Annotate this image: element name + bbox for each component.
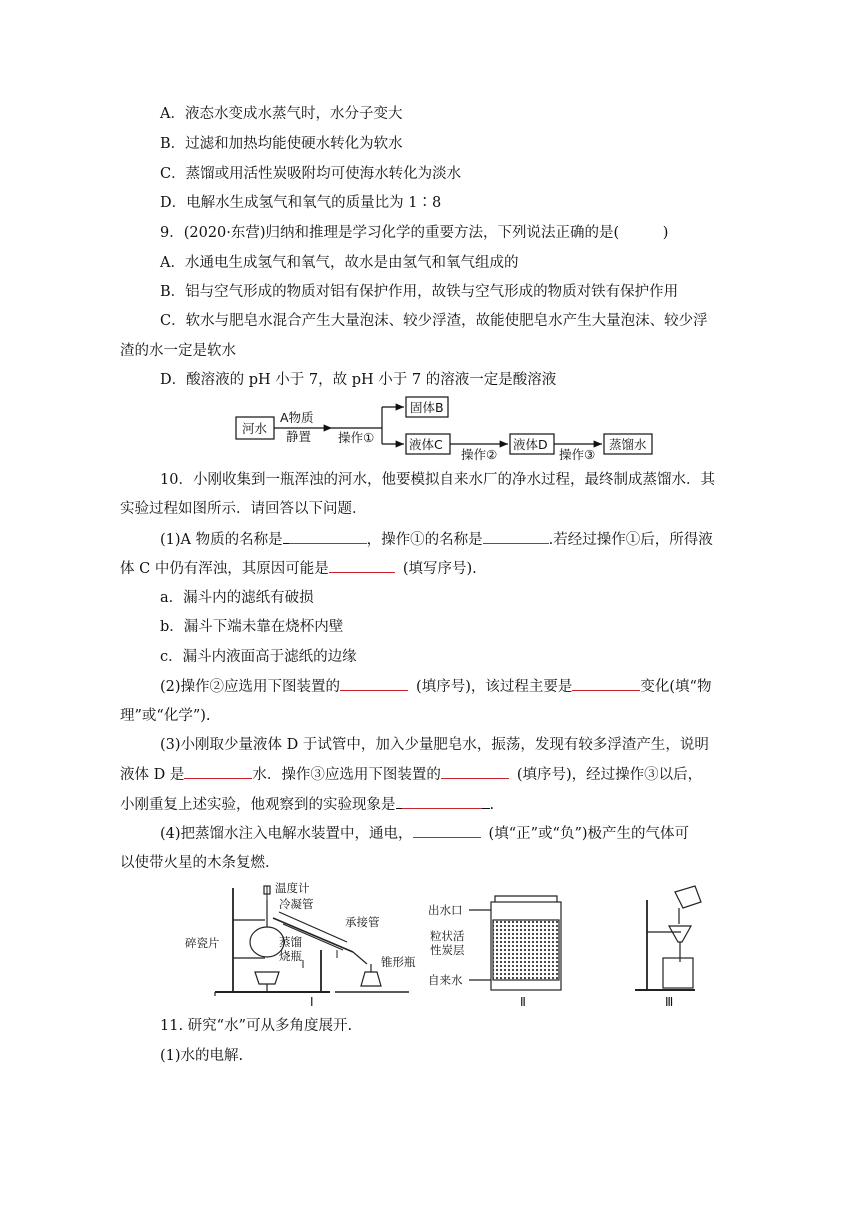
- flow-solid-b: 固体B: [410, 400, 444, 415]
- q10-part3-text-f: .: [489, 797, 495, 813]
- q10-part2-text-b: (填序号)，该过程主要是: [416, 679, 573, 695]
- q10-part1-text-b: ，操作①的名称是: [366, 532, 483, 548]
- flow-a-substance: A物质: [280, 410, 314, 425]
- filtration-apparatus: [635, 886, 701, 990]
- flow-distilled: 蒸馏水: [609, 437, 647, 452]
- q8-option-d: D．电解水生成氢气和氧气的质量比为 1∶8: [160, 195, 442, 211]
- q10-part2-line1: [160, 676, 711, 697]
- q10-option-a: a．漏斗内的滤纸有破损: [160, 590, 314, 606]
- q10-part3-text-e: 小刚重复上述实验，他观察到的实验现象是: [120, 797, 396, 813]
- answer-blank-change-type[interactable]: [572, 676, 640, 691]
- q10-option-c: c．漏斗内液面高于滤纸的边缘: [160, 649, 357, 665]
- q10-part1-line2: [120, 558, 477, 579]
- label-carbon-layer-2: 性炭层: [430, 943, 465, 957]
- label-carbon-layer-1: 粒状活: [430, 929, 465, 943]
- flow-op1: 操作①: [338, 430, 375, 445]
- q10-part3-line1: (3)小刚取少量液体 D 于试管中，加入少量肥皂水，振荡，发现有较多浮渣产生，说明: [160, 737, 709, 753]
- process-flow-diagram: [220, 392, 670, 462]
- q10-intro-line2: 实验过程如图所示．请回答以下问题．: [120, 501, 367, 517]
- label-tap-water: 自来水: [428, 973, 463, 987]
- q8-option-b: B．过滤和加热均能使硬水转化为软水: [160, 136, 403, 152]
- q10-part3-text-b: 液体 D 是: [120, 767, 185, 783]
- flow-settle: 静置: [286, 429, 312, 444]
- q8-option-a: A．液态水变成水蒸气时，水分子变大: [160, 106, 403, 122]
- answer-underline: [482, 794, 490, 809]
- label-thermometer: 温度计: [275, 881, 310, 895]
- q10-part2-text-c: 变化(填“物: [640, 679, 712, 695]
- label-apparatus-3: Ⅲ: [665, 995, 674, 1009]
- answer-blank-electrode[interactable]: [413, 823, 481, 838]
- answer-blank-reason[interactable]: [329, 558, 395, 573]
- q10-part2-line2: 理”或“化学”).: [120, 708, 211, 724]
- flow-liquid-d: 液体D: [513, 437, 548, 452]
- q10-intro-line1: 10．小刚收集到一瓶浑浊的河水，他要模拟自来水厂的净水过程，最终制成蒸馏水．其: [160, 472, 715, 488]
- label-apparatus-1: Ⅰ: [310, 995, 314, 1009]
- label-distilling-flask-2: 烧瓶: [279, 949, 302, 963]
- label-condenser: 冷凝管: [279, 897, 314, 911]
- answer-blank-operation2-device[interactable]: [340, 676, 408, 691]
- q10-part1-text-a: (1)A 物质的名称是: [160, 532, 283, 548]
- q10-part2-text-a: (2)操作②应选用下图装置的: [160, 679, 341, 695]
- flow-liquid-c: 液体C: [409, 437, 443, 452]
- q11-sub1: (1)水的电解.: [160, 1048, 244, 1064]
- label-apparatus-2: Ⅱ: [520, 995, 526, 1009]
- filter-column-apparatus: [469, 896, 561, 990]
- q10-part4-text-b: (填“正”或“负”)极产生的气体可: [488, 826, 690, 842]
- answer-blank-water-type[interactable]: [184, 764, 252, 779]
- q10-part1-text-c: .若经过操作①后，所得液: [548, 532, 713, 548]
- flow-river: 河水: [242, 421, 268, 436]
- q9-option-c-line1: C．软水与肥皂水混合产生大量泡沫、较少浮渣，故能使肥皂水产生大量泡沫、较少浮: [160, 313, 708, 329]
- answer-blank-operation3-device[interactable]: [441, 764, 509, 779]
- q9-option-d: D．酸溶液的 pH 小于 7，故 pH 小于 7 的溶液一定是酸溶液: [160, 372, 557, 388]
- apparatus-figure: [185, 880, 715, 1010]
- label-adapter: 承接管: [345, 915, 380, 929]
- q8-option-c: C．蒸馏或用活性炭吸附均可使海水转化为淡水: [160, 166, 462, 182]
- q10-part3-line2: [120, 764, 702, 785]
- q10-part4-text-a: (4)把蒸馏水注入电解水装置中，通电，: [160, 826, 413, 842]
- flow-op3: 操作③: [559, 447, 596, 462]
- label-water-outlet: 出水口: [428, 903, 463, 917]
- answer-blank-operation1[interactable]: [483, 529, 549, 544]
- q10-part1-text-d: 体 C 中仍有浑浊，其原因可能是: [120, 561, 329, 577]
- answer-blank-a-substance[interactable]: [289, 529, 367, 544]
- q10-part3-text-c: 水．操作③应选用下图装置的: [252, 767, 441, 783]
- label-distilling-flask-1: 蒸馏: [279, 935, 302, 949]
- q10-option-b: b．漏斗下端未靠在烧杯内壁: [160, 619, 344, 635]
- q10-part4-line2: 以使带火星的木条复燃．: [120, 855, 280, 871]
- q11-stem: 11. 研究“水”可从多角度展开.: [160, 1018, 353, 1034]
- q9-option-b: B．铝与空气形成的物质对铝有保护作用，故铁与空气形成的物质对铁有保护作用: [160, 284, 679, 300]
- q10-part4-line1: [160, 823, 689, 844]
- q9-option-c-line2: 渣的水一定是软水: [120, 343, 236, 359]
- q10-part1-line1: [160, 529, 713, 550]
- flow-op2: 操作②: [461, 447, 498, 462]
- q10-part3-text-d: (填序号)，经过操作③以后，: [516, 767, 703, 783]
- q10-part1-text-e: (填写序号).: [402, 561, 477, 577]
- q9-stem: 9．(2020·东营)归纳和推理是学习化学的重要方法，下列说法正确的是( ): [160, 225, 669, 241]
- answer-blank-phenomenon[interactable]: [402, 794, 482, 809]
- label-conical-flask: 锥形瓶: [381, 955, 416, 969]
- q10-part3-line3: [120, 794, 494, 815]
- q9-option-a: A．水通电生成氢气和氧气，故水是由氢气和氧气组成的: [160, 255, 519, 271]
- label-porcelain-chips: 碎瓷片: [185, 936, 220, 950]
